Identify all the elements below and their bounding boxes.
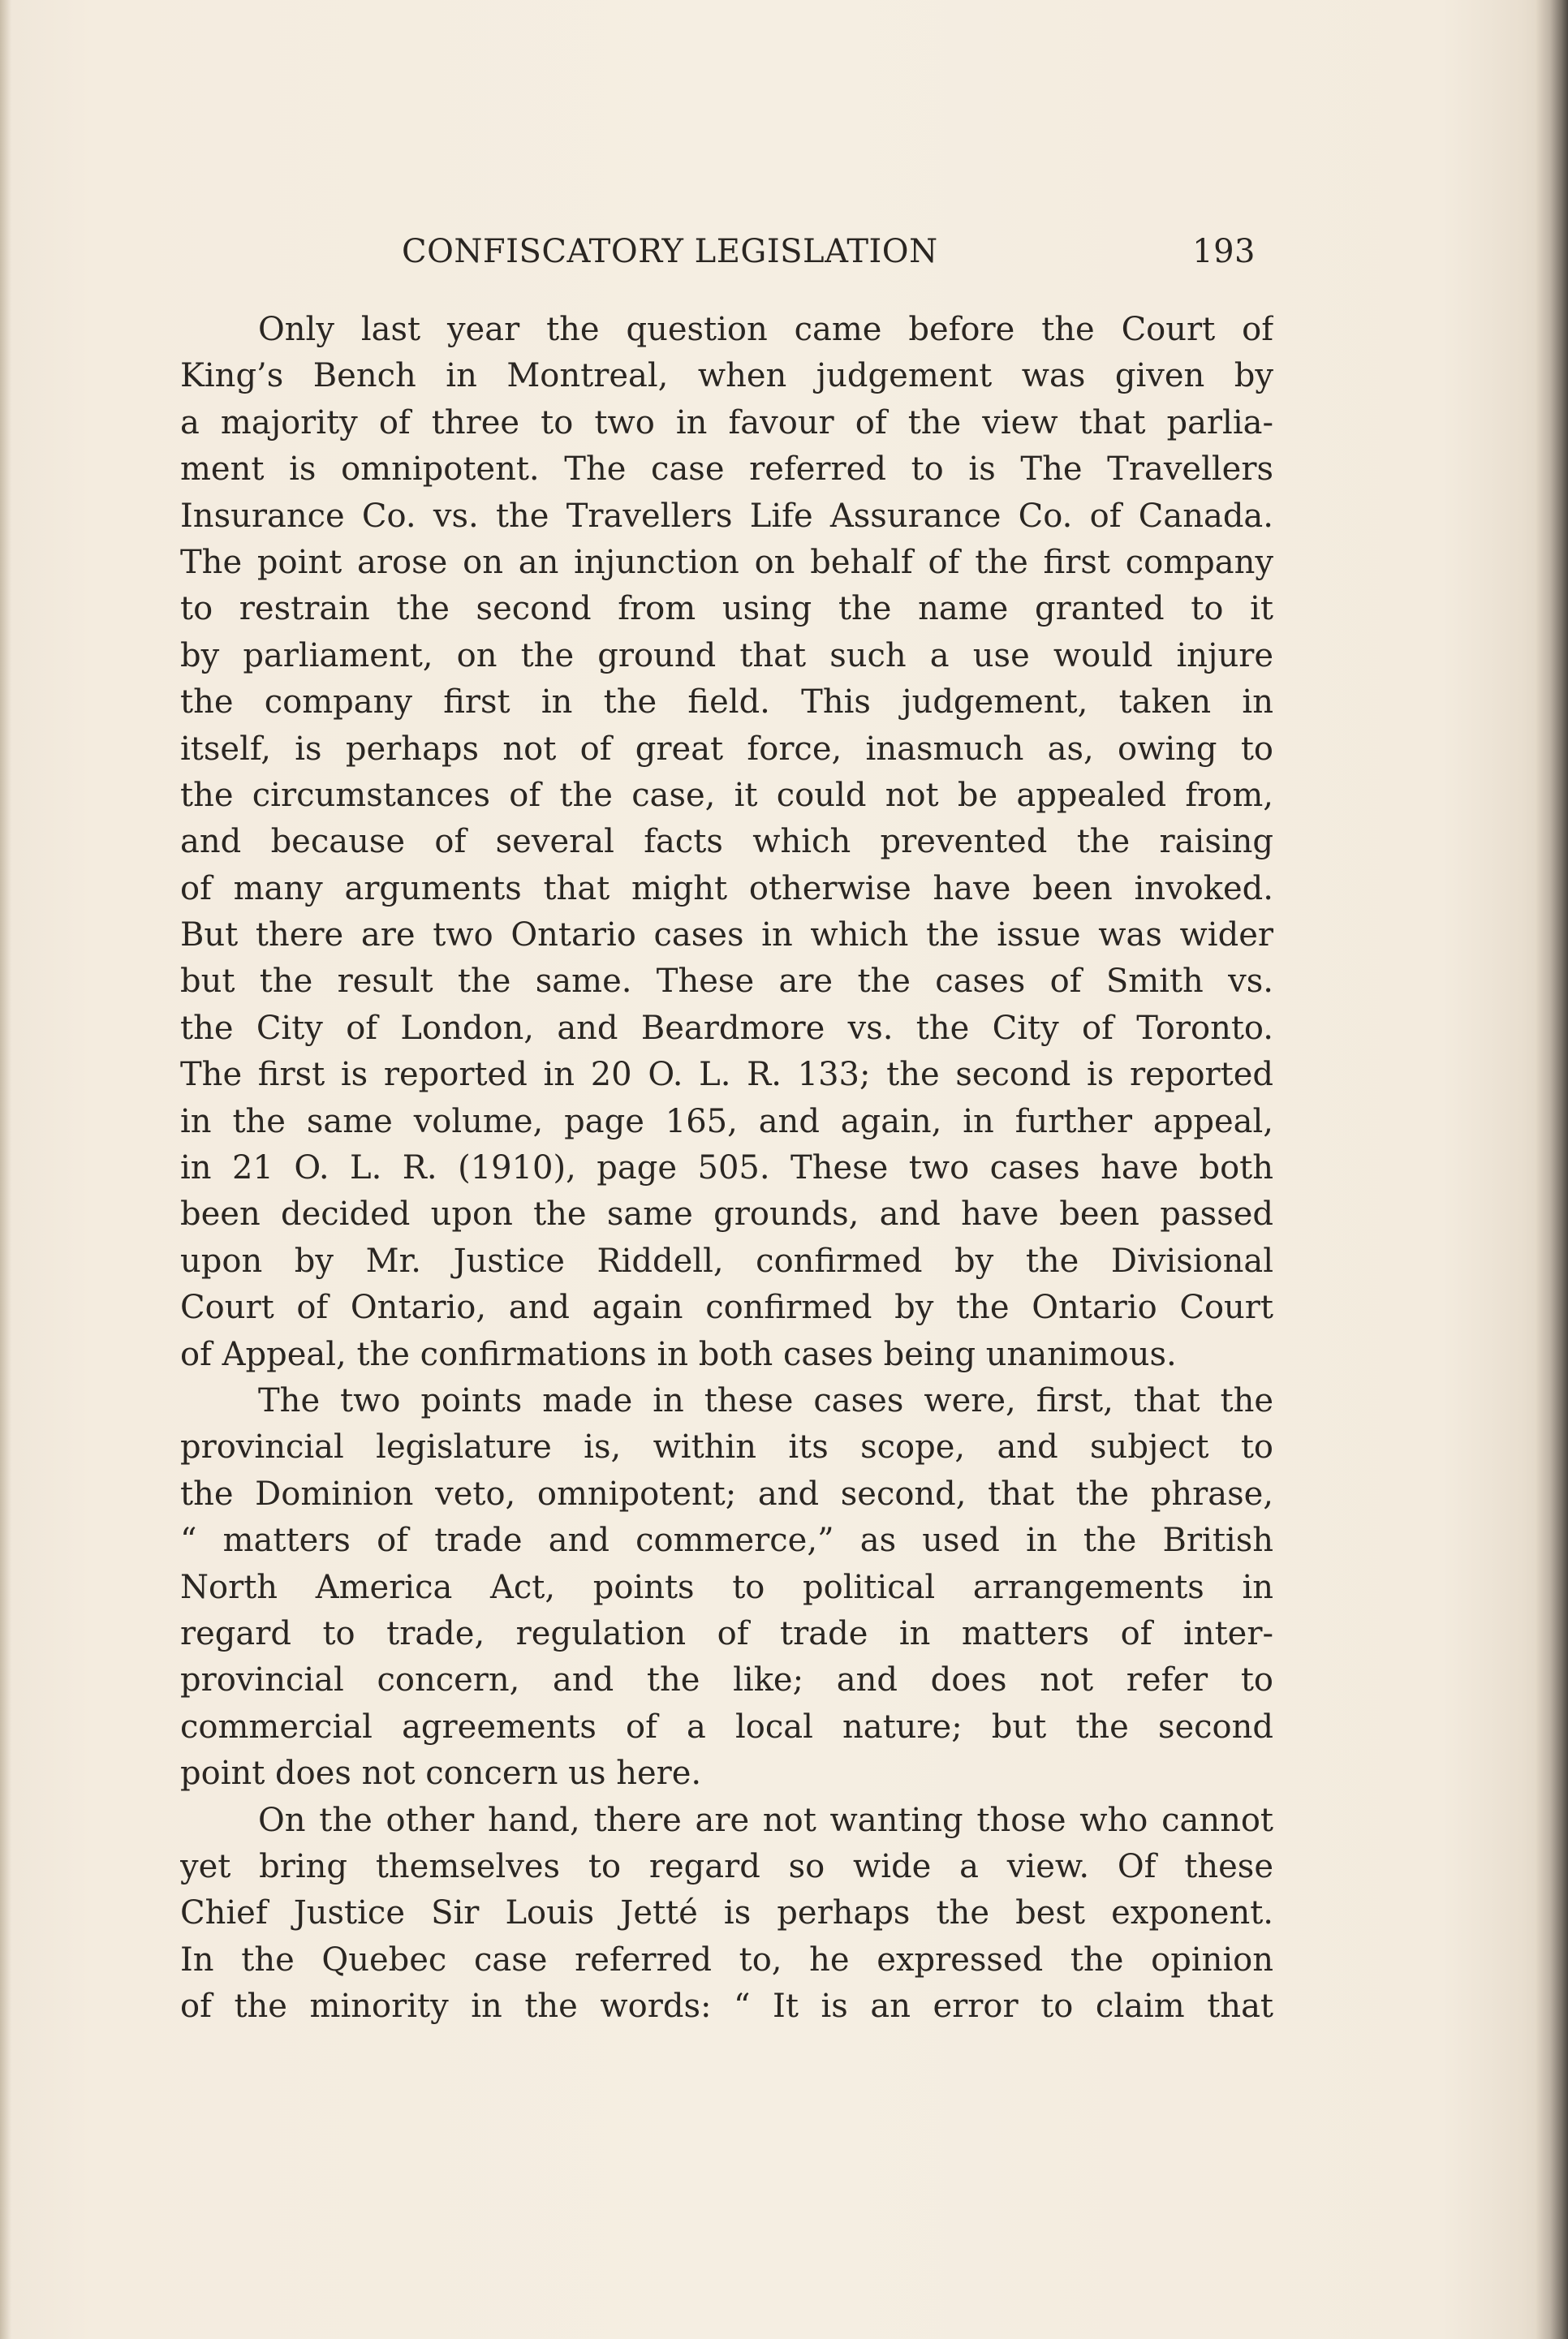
text-line: the circumstances of the case, it could not be appealed from, <box>180 776 1273 814</box>
text-line: Only last year the question came before the Court of <box>258 311 1273 348</box>
text-line: by parliament, on the ground that such a use would injure <box>180 636 1273 674</box>
text-line: of many arguments that might otherwise have been invoked. <box>180 869 1273 907</box>
text-line: the City of London, and Beardmore vs. the City of Toronto. <box>180 1009 1273 1047</box>
text-line: of Appeal, the confirmations in both cases being unanimous. <box>180 1335 1177 1373</box>
text-line: provincial legislature is, within its scope, and subject to <box>180 1428 1273 1467</box>
text-line: Chief Justice Sir Louis Jetté is perhaps the best exponent. <box>180 1894 1273 1932</box>
text-line: the Dominion veto, omnipotent; and second, that the phrase, <box>180 1475 1273 1513</box>
text-line: On the other hand, there are not wanting those who cannot <box>258 1801 1273 1839</box>
text-line: but the result the same. These are the cases of Smith vs. <box>180 963 1273 1001</box>
text-line: But there are two Ontario cases in which the issue was wider <box>180 916 1273 954</box>
text-line: in the same volume, page 165, and again, in further appeal, <box>180 1102 1273 1140</box>
text-line: Court of Ontario, and again confirmed by the Ontario Court <box>180 1289 1273 1327</box>
text-line: and because of several facts which prevented the raising <box>180 823 1273 861</box>
text-line: upon by Mr. Justice Riddell, confirmed by the Divisional <box>180 1242 1273 1280</box>
text-line: In the Quebec case referred to, he expressed the opinion <box>180 1941 1273 1979</box>
text-line: The point arose on an injunction on behalf of the first company <box>180 543 1273 581</box>
page-edge <box>1536 0 1568 2339</box>
running-header <box>180 227 1256 276</box>
text-line: in 21 O. L. R. (1910), page 505. These two cases have both <box>180 1149 1273 1187</box>
text-line: yet bring themselves to regard so wide a view. Of these <box>180 1847 1273 1885</box>
text-line: provincial concern, and the like; and does not refer to <box>180 1661 1273 1699</box>
text-line: itself, is perhaps not of great force, inasmuch as, owing to <box>180 730 1273 768</box>
text-line: a majority of three to two in favour of the view that parlia- <box>180 403 1273 442</box>
text-line: been decided upon the same grounds, and have been passed <box>180 1195 1273 1234</box>
text-line: “ matters of trade and commerce,” as used in the British <box>180 1522 1273 1560</box>
text-line: regard to trade, regulation of trade in matters of inter- <box>180 1614 1273 1652</box>
text-line: point does not concern us here. <box>180 1755 702 1793</box>
text-line: King’s Bench in Montreal, when judgement was given by <box>180 357 1273 395</box>
running-title: CONFISCATORY LEGISLATION <box>402 233 938 270</box>
text-line: The first is reported in 20 O. L. R. 133; the second is reported <box>180 1056 1273 1094</box>
text-line: ment is omnipotent. The case referred to is The Travellers <box>180 450 1273 489</box>
text-line: Insurance Co. vs. the Travellers Life Assurance Co. of Canada. <box>180 497 1273 535</box>
text-line: North America Act, points to political arrangements in <box>180 1568 1273 1606</box>
page-number: 193 <box>1192 233 1256 270</box>
text-line: of the minority in the words: “ It is an error to claim that <box>180 1988 1273 2026</box>
text-line: to restrain the second from using the name granted to it <box>180 590 1273 628</box>
body-text <box>180 307 1273 2030</box>
gutter-shadow <box>0 0 11 2339</box>
text-line: The two points made in these cases were, first, that the <box>258 1381 1273 1419</box>
text-line: commercial agreements of a local nature; but the second <box>180 1708 1273 1746</box>
text-line: the company first in the field. This judgement, taken in <box>180 683 1273 722</box>
